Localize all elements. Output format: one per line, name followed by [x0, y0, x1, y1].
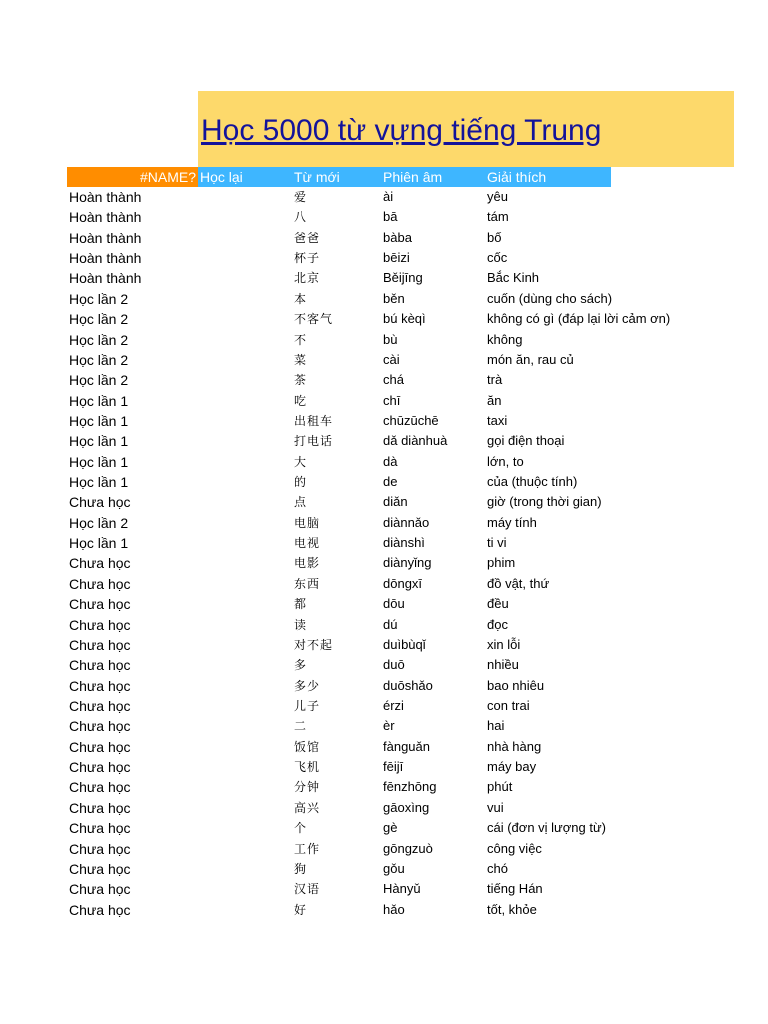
meaning-cell[interactable]: bao nhiêu [487, 677, 545, 693]
hanzi-cell[interactable]: 多少 [294, 678, 321, 693]
pinyin-cell[interactable]: dōngxī [383, 575, 423, 591]
status-cell[interactable]: Chưa học [69, 636, 131, 653]
meaning-cell[interactable]: trà [487, 372, 503, 388]
pinyin-cell[interactable]: diànnǎo [383, 514, 430, 530]
header-row [198, 167, 611, 187]
table-row [0, 859, 768, 879]
hanzi-cell[interactable]: 读 [294, 617, 308, 632]
status-cell[interactable]: Hoàn thành [69, 209, 142, 226]
hanzi-cell[interactable]: 吃 [294, 393, 308, 408]
hanzi-cell[interactable]: 多 [294, 658, 308, 673]
meaning-cell[interactable]: taxi [487, 412, 508, 428]
pinyin-cell[interactable]: dú [383, 616, 398, 632]
status-cell[interactable]: Hoàn thành [69, 189, 142, 205]
table-row [0, 533, 768, 553]
meaning-cell[interactable]: cốc [487, 250, 508, 266]
pinyin-cell[interactable]: bàba [383, 229, 412, 245]
pinyin-cell[interactable]: gè [383, 820, 398, 836]
hanzi-cell[interactable]: 菜 [294, 352, 308, 367]
meaning-cell[interactable]: món ăn, rau củ [487, 351, 574, 367]
pinyin-cell[interactable]: fànguǎn [383, 738, 430, 754]
hanzi-cell[interactable]: 出租车 [294, 413, 334, 428]
table-row [0, 574, 768, 594]
status-cell[interactable]: Chưa học [69, 901, 131, 918]
status-cell[interactable]: Hoàn thành [69, 270, 142, 287]
table-row [0, 798, 768, 818]
meaning-cell[interactable]: nhiều [487, 657, 519, 673]
status-cell[interactable]: Học lần 2 [69, 290, 129, 307]
pinyin-cell[interactable]: chá [383, 372, 404, 388]
pinyin-cell[interactable]: dōu [383, 596, 405, 612]
pinyin-cell[interactable]: Hànyǔ [383, 881, 421, 897]
table-row [0, 818, 768, 838]
pinyin-cell[interactable]: gōngzuò [383, 840, 433, 856]
table-row [0, 594, 768, 614]
pinyin-cell[interactable]: běn [383, 290, 405, 306]
meaning-cell[interactable]: cuốn (dùng cho sách) [487, 290, 613, 306]
hanzi-cell[interactable]: 高兴 [294, 800, 321, 815]
status-cell[interactable]: Hoàn thành [69, 229, 142, 246]
status-cell[interactable]: Hoàn thành [69, 250, 142, 267]
hanzi-cell[interactable]: 儿子 [294, 698, 321, 713]
pinyin-cell[interactable]: cài [383, 351, 400, 367]
meaning-cell[interactable]: cái (đơn vị lượng từ) [487, 820, 606, 836]
status-cell[interactable]: Học lần 2 [69, 351, 129, 368]
table-row [0, 330, 768, 350]
status-cell[interactable]: Chưa học [69, 860, 131, 877]
pinyin-cell[interactable]: fēnzhōng [383, 779, 437, 795]
pinyin-cell[interactable]: diànyǐng [383, 555, 432, 571]
hanzi-cell[interactable]: 打电话 [294, 434, 334, 449]
pinyin-cell[interactable]: dǎ diànhuà [383, 433, 448, 449]
hanzi-cell[interactable]: 电脑 [294, 515, 321, 530]
pinyin-cell[interactable]: chī [383, 392, 401, 408]
table-row [0, 655, 768, 675]
meaning-cell[interactable]: hai [487, 718, 505, 734]
table-row [0, 289, 768, 309]
hanzi-cell[interactable]: 好 [294, 902, 308, 917]
meaning-cell[interactable]: phút [487, 779, 513, 795]
pinyin-cell[interactable]: gāoxìng [383, 799, 430, 815]
status-cell[interactable]: Chưa học [69, 697, 131, 714]
hanzi-cell[interactable]: 爱 [294, 190, 308, 204]
table-row [0, 472, 768, 492]
table-row [0, 207, 768, 227]
table-row [0, 370, 768, 390]
table-row [0, 350, 768, 370]
pinyin-cell[interactable]: duìbùqǐ [383, 636, 426, 652]
hanzi-cell[interactable]: 个 [294, 821, 308, 836]
meaning-cell[interactable]: yêu [487, 189, 508, 204]
pinyin-cell[interactable]: hǎo [383, 901, 405, 917]
pinyin-cell[interactable]: diànshì [383, 535, 425, 551]
meaning-cell[interactable]: gọi điện thoại [487, 433, 565, 449]
meaning-cell[interactable]: máy bay [487, 759, 537, 775]
meaning-cell[interactable]: bố [487, 229, 502, 245]
hanzi-cell[interactable]: 工作 [294, 841, 321, 856]
meaning-cell[interactable]: đều [487, 596, 509, 612]
status-cell[interactable]: Chưa học [69, 779, 131, 796]
table-row [0, 553, 768, 573]
hanzi-cell[interactable]: 都 [294, 597, 308, 612]
header-new-word: Từ mới [294, 169, 340, 185]
meaning-cell[interactable]: phim [487, 555, 516, 571]
meaning-cell[interactable]: con trai [487, 697, 530, 713]
table-row [0, 777, 768, 797]
status-cell[interactable]: Chưa học [69, 657, 131, 674]
hanzi-cell[interactable]: 大 [294, 454, 308, 469]
meaning-cell[interactable]: máy tính [487, 514, 537, 530]
pinyin-cell[interactable]: bù [383, 331, 398, 347]
status-cell[interactable]: Chưa học [69, 840, 131, 857]
status-cell[interactable]: Học lần 2 [69, 331, 129, 348]
table-row [0, 635, 768, 655]
table-row [0, 900, 768, 920]
pinyin-cell[interactable]: érzi [383, 697, 404, 713]
hanzi-cell[interactable]: 电视 [294, 536, 321, 551]
hanzi-cell[interactable]: 点 [294, 495, 308, 510]
table-row [0, 431, 768, 451]
status-cell[interactable]: Chưa học [69, 881, 131, 898]
hanzi-cell[interactable]: 八 [294, 210, 308, 225]
status-cell[interactable]: Học lần 1 [69, 535, 129, 552]
meaning-cell[interactable]: chó [487, 860, 508, 876]
table-row [0, 268, 768, 288]
status-cell[interactable]: Chưa học [69, 738, 131, 755]
header-name-label: #NAME? [139, 169, 196, 185]
status-cell[interactable]: Chưa học [69, 799, 131, 816]
table-row [0, 737, 768, 757]
status-cell[interactable]: Học lần 1 [69, 474, 129, 491]
status-cell[interactable]: Chưa học [69, 820, 131, 837]
table-row [0, 879, 768, 899]
meaning-cell[interactable]: lớn, to [487, 453, 524, 469]
header-review: Học lại [200, 169, 243, 185]
pinyin-cell[interactable]: Běijīng [383, 270, 423, 286]
table-row [0, 513, 768, 533]
status-cell[interactable]: Học lần 2 [69, 514, 129, 531]
hanzi-cell[interactable]: 东西 [294, 576, 321, 591]
pinyin-cell[interactable]: chūzūchē [383, 412, 439, 428]
meaning-cell[interactable]: Bắc Kinh [487, 270, 540, 286]
status-cell[interactable]: Học lần 2 [69, 372, 129, 389]
pinyin-cell[interactable]: bā [383, 209, 398, 225]
vocabulary-table [0, 187, 768, 920]
header-meaning: Giải thích [487, 169, 547, 185]
meaning-cell[interactable]: xin lỗi [487, 636, 521, 652]
meaning-cell[interactable]: giờ (trong thời gian) [487, 494, 602, 510]
status-cell[interactable]: Học lần 1 [69, 453, 129, 470]
table-row [0, 492, 768, 512]
table-row [0, 615, 768, 635]
hanzi-cell[interactable]: 不 [294, 332, 308, 347]
table-row [0, 309, 768, 329]
status-cell[interactable]: Học lần 2 [69, 311, 129, 328]
hanzi-cell[interactable]: 二 [294, 719, 308, 734]
pinyin-cell[interactable]: duōshǎo [383, 677, 433, 693]
table-row [0, 187, 768, 207]
hanzi-cell[interactable]: 狗 [294, 861, 308, 876]
hanzi-cell[interactable]: 爸爸 [294, 230, 321, 245]
table-row [0, 228, 768, 248]
table-row [0, 757, 768, 777]
meaning-cell[interactable]: tám [487, 209, 509, 225]
pinyin-cell[interactable]: èr [383, 718, 395, 734]
pinyin-cell[interactable]: fēijī [383, 759, 404, 775]
table-row [0, 676, 768, 696]
meaning-cell[interactable]: ăn [487, 392, 502, 408]
pinyin-cell[interactable]: diǎn [383, 494, 408, 510]
status-cell[interactable]: Chưa học [69, 759, 131, 776]
meaning-cell[interactable]: vui [487, 799, 504, 815]
meaning-cell[interactable]: tốt, khỏe [487, 901, 537, 917]
page-title[interactable]: Học 5000 từ vựng tiếng Trung [201, 114, 602, 147]
status-cell[interactable]: Chưa học [69, 596, 131, 613]
hanzi-cell[interactable]: 电影 [294, 556, 321, 571]
meaning-cell[interactable]: đồ vật, thứ [487, 575, 550, 591]
hanzi-cell[interactable]: 分钟 [294, 780, 321, 795]
meaning-cell[interactable]: ti vi [487, 535, 507, 551]
hanzi-cell[interactable]: 的 [294, 475, 308, 490]
meaning-cell[interactable]: của (thuộc tính) [487, 474, 578, 490]
meaning-cell[interactable]: nhà hàng [487, 738, 542, 754]
table-row [0, 391, 768, 411]
hanzi-cell[interactable]: 汉语 [294, 882, 321, 897]
hanzi-cell[interactable]: 饭馆 [294, 739, 321, 754]
status-cell[interactable]: Chưa học [69, 494, 131, 511]
header-pinyin: Phiên âm [383, 169, 443, 185]
pinyin-cell[interactable]: dà [383, 453, 398, 469]
pinyin-cell[interactable]: bú kèqì [383, 311, 426, 327]
meaning-cell[interactable]: không [487, 331, 523, 347]
meaning-cell[interactable]: công việc [487, 840, 542, 856]
status-cell[interactable]: Học lần 1 [69, 392, 129, 409]
table-row [0, 248, 768, 268]
pinyin-cell[interactable]: ài [383, 189, 394, 204]
hanzi-cell[interactable]: 对不起 [294, 637, 334, 652]
pinyin-cell[interactable]: duō [383, 657, 405, 673]
pinyin-cell[interactable]: bēizi [383, 250, 410, 266]
status-cell[interactable]: Học lần 1 [69, 412, 129, 429]
table-row [0, 411, 768, 431]
header-name-cell [67, 167, 198, 187]
hanzi-cell[interactable]: 茶 [294, 373, 308, 388]
status-cell[interactable]: Chưa học [69, 677, 131, 694]
status-cell[interactable]: Chưa học [69, 575, 131, 592]
status-cell[interactable]: Chưa học [69, 555, 131, 572]
table-row [0, 716, 768, 736]
status-cell[interactable]: Chưa học [69, 616, 131, 633]
hanzi-cell[interactable]: 飞机 [294, 760, 321, 775]
table-row [0, 839, 768, 859]
hanzi-cell[interactable]: 北京 [294, 271, 321, 286]
table-row [0, 696, 768, 716]
meaning-cell[interactable]: tiếng Hán [487, 881, 543, 897]
status-cell[interactable]: Chưa học [69, 718, 131, 735]
hanzi-cell[interactable]: 不客气 [294, 312, 334, 327]
pinyin-cell[interactable]: de [383, 474, 398, 490]
meaning-cell[interactable]: đọc [487, 616, 508, 632]
status-cell[interactable]: Học lần 1 [69, 433, 129, 450]
hanzi-cell[interactable]: 杯子 [294, 251, 321, 266]
hanzi-cell[interactable]: 本 [294, 291, 308, 306]
pinyin-cell[interactable]: gǒu [383, 860, 405, 876]
table-row [0, 452, 768, 472]
meaning-cell[interactable]: không có gì (đáp lại lời cảm ơn) [487, 311, 671, 327]
